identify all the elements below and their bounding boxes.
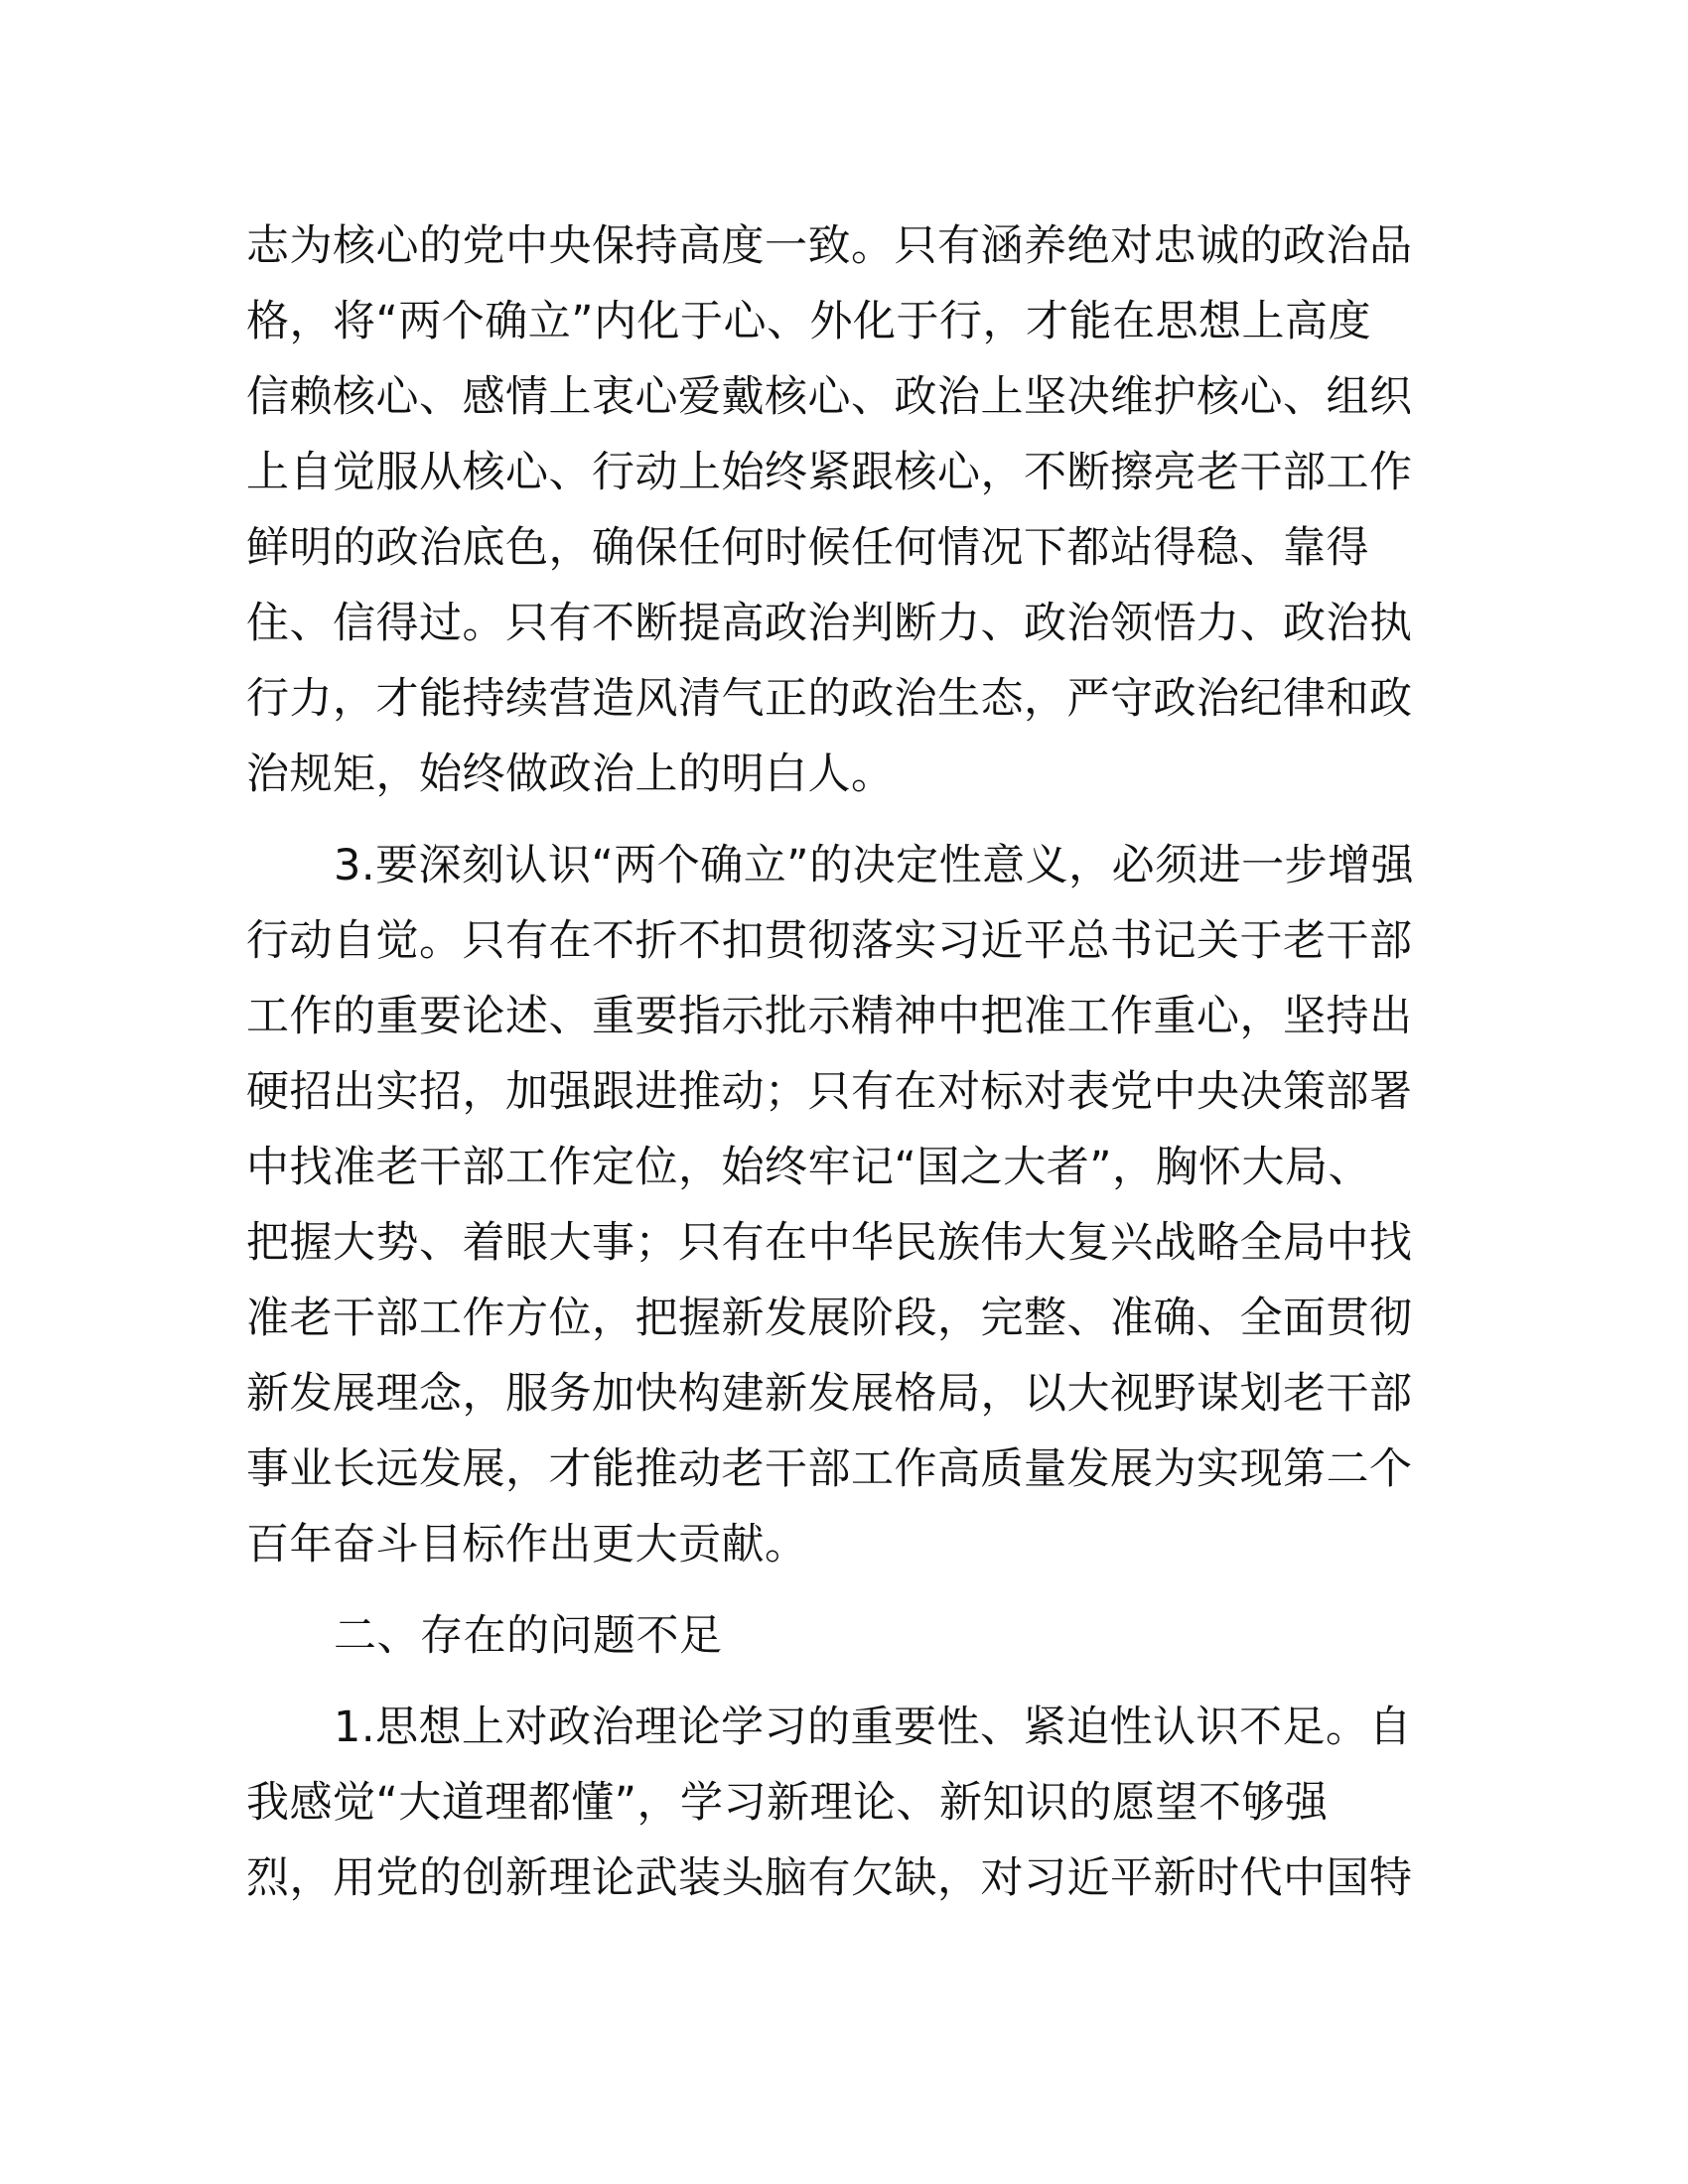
- text-line: 3.要深刻认识“两个确立”的决定性意义，必须进一步增强: [334, 841, 1415, 890]
- text-line: 鲜明的政治底色，确保任何时候任何情况下都站得稳、靠得: [246, 523, 1369, 573]
- paragraph-gap: [246, 1582, 1442, 1598]
- text-line: 烈，用党的创新理论武装头脑有欠缺，对习近平新时代中国特: [246, 1853, 1413, 1903]
- text-line: 行力，才能持续营造风清气正的政治生态，严守政治纪律和政: [246, 674, 1413, 724]
- text-line: 1.思想上对政治理论学习的重要性、紧迫性认识不足。自: [334, 1703, 1413, 1752]
- text-line: 住、信得过。只有不断提高政治判断力、政治领悟力、政治执: [246, 599, 1413, 648]
- paragraph-problem-1: [246, 1690, 1442, 1916]
- text-line: 新发展理念，服务加快构建新发展格局，以大视野谋划老干部: [246, 1369, 1413, 1419]
- text-line: 信赖核心、感情上衷心爱戴核心、政治上坚决维护核心、组织: [246, 372, 1413, 422]
- text-line: 事业长远发展，才能推动老干部工作高质量发展为实现第二个: [246, 1444, 1413, 1494]
- paragraph-continuation: [246, 208, 1442, 812]
- text-line: 硬招出实招，加强跟进推动；只有在对标对表党中央决策部署: [246, 1067, 1413, 1117]
- text-line: 准老干部工作方位，把握新发展阶段，完整、准确、全面贯彻: [246, 1294, 1413, 1343]
- document-body: [246, 208, 1442, 1916]
- text-line: 中找准老干部工作定位，始终牢记“国之大者”，胸怀大局、: [246, 1143, 1372, 1192]
- text-line: 工作的重要论述、重要指示批示精神中把准工作重心，坚持出: [246, 992, 1413, 1041]
- paragraph-point-3: [246, 828, 1442, 1582]
- text-line: 百年奋斗目标作出更大贡献。: [246, 1520, 808, 1570]
- paragraph-gap: [246, 812, 1442, 828]
- paragraph-gap: [246, 1674, 1442, 1690]
- text-line: 格，将“两个确立”内化于心、外化于行，才能在思想上高度: [246, 297, 1372, 346]
- heading-text: 二、存在的问题不足: [334, 1611, 723, 1661]
- text-line: 行动自觉。只有在不折不扣贯彻落实习近平总书记关于老干部: [246, 916, 1413, 966]
- text-line: 我感觉“大道理都懂”，学习新理论、新知识的愿望不够强: [246, 1778, 1329, 1828]
- text-line: 治规矩，始终做政治上的明白人。: [246, 750, 895, 799]
- text-line: 把握大势、着眼大事；只有在中华民族伟大复兴战略全局中找: [246, 1218, 1413, 1268]
- text-line: 上自觉服从核心、行动上始终紧跟核心，不断擦亮老干部工作: [246, 448, 1413, 497]
- text-line: 志为核心的党中央保持高度一致。只有涵养绝对忠诚的政治品: [246, 221, 1413, 271]
- section-heading: [246, 1598, 1442, 1674]
